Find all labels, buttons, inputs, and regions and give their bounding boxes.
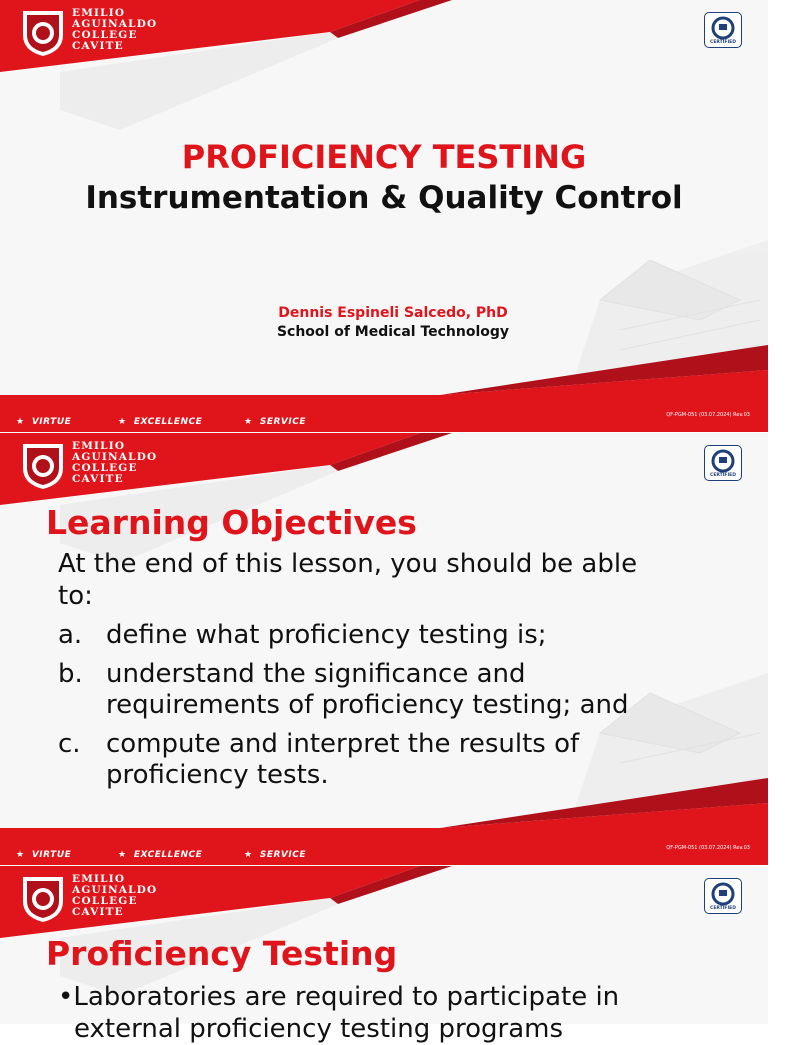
author-name: Dennis Espineli Salcedo, PhD	[278, 305, 508, 321]
motto-service: ★ SERVICE	[244, 850, 306, 860]
bullet-icon: •	[58, 982, 74, 1012]
college-seal-icon	[20, 441, 66, 491]
slide-heading: Proficiency Testing	[46, 934, 398, 973]
form-code: QF-PGM-051 (03.07.2024) Rev.03	[666, 845, 750, 851]
college-seal-icon	[20, 874, 66, 924]
intro-line-2: to:	[58, 581, 93, 611]
bullet-item: •Laboratories are required to participate in	[58, 982, 620, 1012]
slide-subtitle: Instrumentation & Quality Control	[85, 180, 683, 216]
intro-line-1: At the end of this lesson, you should be able	[58, 549, 638, 579]
college-seal-icon	[20, 8, 66, 58]
slide-title: PROFICIENCY TESTING	[181, 138, 587, 176]
form-code: QF-PGM-051 (03.07.2024) Rev.03	[666, 412, 750, 418]
proficiency-slide	[0, 866, 768, 1044]
certification-icon	[708, 448, 738, 472]
certification-badge: CERTIFIED	[704, 12, 742, 48]
motto-excellence: ★ EXCELLENCE	[118, 417, 203, 427]
title-slide	[0, 0, 768, 432]
slide-background	[0, 0, 768, 432]
motto-service: ★ SERVICE	[244, 417, 306, 427]
college-logo	[20, 8, 190, 58]
college-name: EMILIO AGUINALDO COLLEGE CAVITE	[72, 873, 158, 918]
college-logo	[20, 874, 190, 924]
college-logo	[20, 441, 190, 491]
motto-virtue: ★ VIRTUE	[16, 417, 72, 427]
certification-badge: CERTIFIED	[704, 878, 742, 914]
certification-icon	[708, 881, 738, 905]
department-name: School of Medical Technology	[276, 324, 510, 340]
motto-excellence: ★ EXCELLENCE	[118, 850, 203, 860]
certification-icon	[708, 15, 738, 39]
bullet-item-continuation: external proficiency testing programs	[74, 1014, 564, 1044]
college-name: EMILIO AGUINALDO COLLEGE CAVITE	[72, 7, 158, 52]
objectives-slide: EMILIO AGUINALDO COLLEGE CAVITE CERTIFIED Learning Objectives At the end of this lesson, you should be able to: a. define what proficiency testing is; b. understand the significance and requirements of proficiency testing; and c. compute and interpret the results of proficiency tests. ★ VIRTUE ★ EXCELLENCE ★ SERVICE QF-PGM-051 (03.07.2024) Rev.03	[0, 433, 768, 865]
slide-heading: Learning Objectives	[46, 503, 417, 542]
certification-badge: CERTIFIED	[704, 445, 742, 481]
college-name: EMILIO AGUINALDO COLLEGE CAVITE	[72, 440, 158, 485]
motto-virtue: ★ VIRTUE	[16, 850, 72, 860]
